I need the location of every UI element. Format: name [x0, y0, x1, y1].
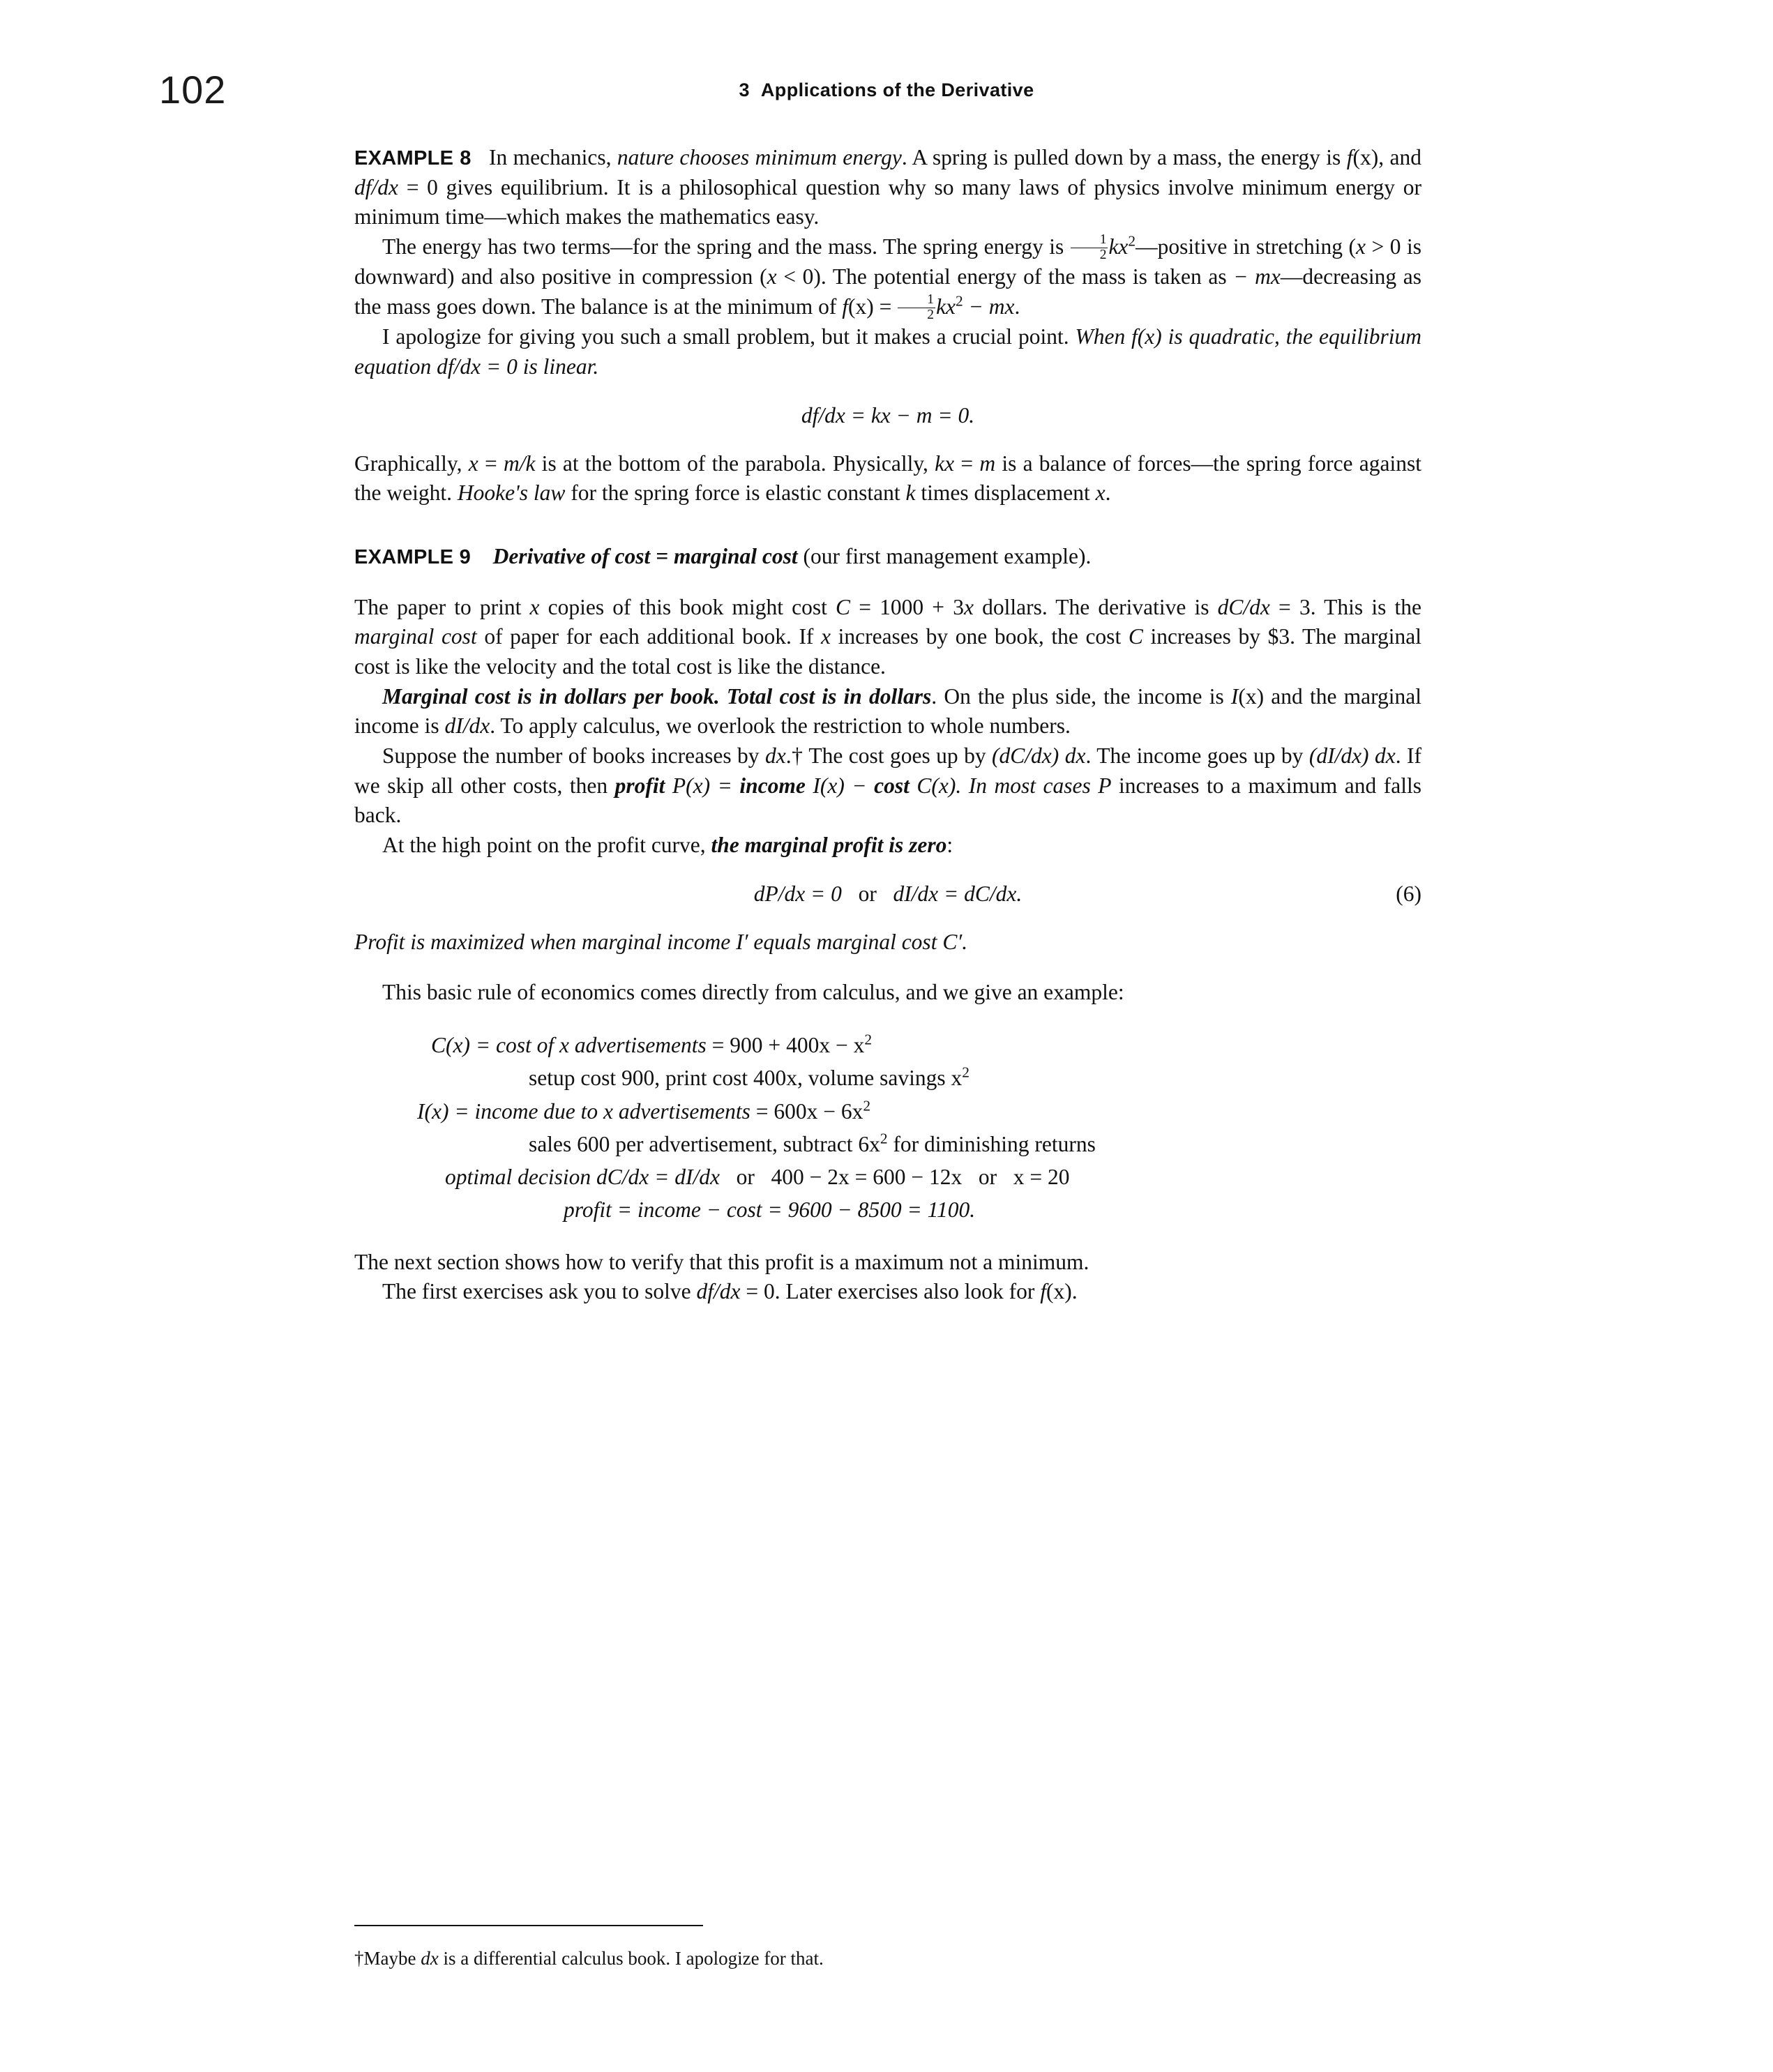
text: for diminishing returns	[887, 1131, 1096, 1156]
eco-line-sales	[529, 1128, 1421, 1160]
fraction-one-half: $\frac{1}{2}$	[1071, 233, 1108, 262]
math-dIdx-dx: (dI/dx) dx	[1308, 743, 1396, 769]
eco-line-income-function	[417, 1095, 1421, 1128]
eco-line-cost-function	[431, 1029, 1421, 1061]
text: = 900 + 400x − x	[706, 1033, 865, 1058]
text: Maybe	[363, 1948, 421, 1969]
text: (x).	[1046, 1279, 1078, 1304]
text: = 600x − 6x	[750, 1098, 863, 1124]
text: . A spring is pulled down by a mass, the energy is	[901, 145, 1347, 169]
text: = 0. Later exercises also look for	[740, 1279, 1041, 1304]
text: setup cost 900, print cost 400x, volume savings x	[529, 1066, 963, 1091]
footnote	[354, 1946, 1421, 1971]
text: .	[1014, 294, 1020, 319]
math-C: C	[1128, 624, 1143, 649]
text: < 0). The potential energy of the mass is taken as	[776, 264, 1234, 289]
equation-6-left: dP/dx = 0	[753, 881, 842, 906]
body-column	[354, 143, 1421, 1307]
math-x: x	[468, 451, 478, 476]
math-minus-mx: − mx	[1233, 264, 1281, 289]
text: (x), and	[1352, 145, 1421, 169]
fraction-one-half: $\frac{1}{2}$	[898, 293, 935, 322]
text: The first exercises ask you to solve	[382, 1279, 697, 1304]
example-9-paragraph-2	[354, 682, 1421, 741]
text: sales 600 per advertisement, subtract 6x	[529, 1131, 880, 1156]
text: copies of this book might cost	[539, 594, 836, 619]
term-hookes-law: Hooke's law	[457, 481, 566, 506]
example-9-paragraph-6: This basic rule of economics comes directly from calculus, and we give an example:	[382, 980, 1124, 1005]
term-income: income	[739, 773, 806, 798]
text: The energy has two terms—for the spring and the mass. The spring energy is	[382, 234, 1070, 259]
example-8-paragraph-4	[354, 449, 1421, 508]
text: Graphically,	[354, 451, 469, 476]
equation-marginal-equality: 400 − 2x = 600 − 12x	[771, 1165, 963, 1190]
math-Px: P(x) =	[665, 773, 740, 798]
math-dfdx: df/dx	[354, 174, 398, 199]
text: The paper to print	[354, 594, 530, 619]
math-Ix: I(x) =	[417, 1098, 475, 1124]
math-k: k	[905, 481, 916, 506]
math-x: x	[529, 594, 540, 619]
math-optimal-decision: optimal decision dC/dx = dI/dx	[445, 1165, 720, 1190]
text: is at the bottom of the parabola. Physically,	[535, 451, 935, 476]
text: At the high point on the profit curve,	[382, 833, 711, 858]
running-head	[159, 80, 1614, 101]
math-kx: kx	[936, 294, 956, 319]
term-profit: profit	[614, 773, 665, 798]
text: :	[946, 833, 953, 858]
footnote-separator	[354, 1925, 703, 1926]
math-x: x	[1095, 481, 1106, 506]
text-or: or	[978, 1165, 997, 1190]
text: is a balance of forces—the spring force against the weight.	[354, 451, 1421, 506]
math-kx: kx	[935, 451, 955, 476]
math-Cx: C(x) =	[431, 1033, 496, 1058]
text: dollars. The derivative is	[973, 594, 1218, 619]
math-x: x	[821, 624, 831, 649]
math-P: P	[1098, 773, 1112, 798]
example-9-paragraph-7: The next section shows how to verify that this profit is a maximum not a minimum.	[354, 1249, 1089, 1274]
text: —positive in stretching (	[1136, 234, 1357, 259]
example-8-paragraph-1	[354, 143, 1421, 232]
emphasis-dollars-per-book: Marginal cost is in dollars per book. Total cost is in dollars	[382, 683, 932, 709]
math-m: m	[979, 451, 996, 476]
math-I: I	[1230, 683, 1239, 709]
text: of paper for each additional book. If	[476, 624, 822, 649]
math-dIdx: dI/dx	[444, 713, 490, 739]
phrase-minimum-energy: nature chooses minimum energy	[617, 145, 902, 169]
term-cost: cost	[874, 773, 910, 798]
equation-6-or: or	[858, 881, 877, 906]
chapter-number: 3	[739, 80, 750, 100]
equation-6	[354, 882, 1421, 907]
example-9-title-rest: (our first management example).	[797, 544, 1092, 569]
text: =	[954, 451, 980, 476]
math-dx: dx	[421, 1948, 439, 1969]
example-9-paragraph-8	[354, 1277, 1421, 1307]
text: —decreasing as the mass goes down. The balance is at the minimum of	[354, 264, 1421, 319]
rule-profit-maximized: Profit is maximized when marginal income I′ equals marginal cost C′.	[354, 929, 968, 954]
example-9-paragraph-4	[354, 831, 1421, 861]
footnote-marker-ref: .†	[785, 743, 803, 769]
example-9-label: EXAMPLE 9	[354, 546, 471, 569]
math-dCdx: dC/dx	[1217, 594, 1270, 619]
math-minus-mx: − mx	[963, 294, 1015, 319]
text: = 0 gives equilibrium. It is a philosophical question why so many laws of physics involve minimum energy or minimum time—which makes the mathematics easy.	[354, 174, 1421, 229]
math-C: C	[836, 594, 851, 619]
eco-line-setup-cost	[529, 1061, 1421, 1094]
eco-line-profit	[564, 1193, 1421, 1226]
text: > 0 is downward) and also positive in compression (	[354, 234, 1421, 289]
text: In mechanics,	[488, 145, 617, 169]
emphasis-quadratic: When f(x) is quadratic, the equilibrium equation df/dx = 0 is linear.	[354, 324, 1421, 379]
math-Cx: C(x). In most cases	[909, 773, 1099, 798]
math-dfdx: df/dx	[696, 1279, 741, 1304]
example-9-heading	[354, 542, 1421, 572]
chapter-title: Applications of the Derivative	[760, 80, 1034, 100]
text: = 3. This is the	[1269, 594, 1421, 619]
text: increases to a maximum and falls back.	[354, 773, 1421, 828]
math-x: x	[767, 264, 777, 289]
solution-x: x = 20	[1013, 1165, 1070, 1190]
text: . To apply calculus, we overlook the restriction to whole numbers.	[490, 713, 1071, 739]
term-marginal-cost: marginal cost	[354, 624, 477, 649]
text: =	[478, 451, 504, 476]
economics-example-block	[354, 1029, 1421, 1227]
math-profit-result: profit = income − cost = 9600 − 8500 = 1100.	[564, 1197, 976, 1223]
math-x: x	[1356, 234, 1366, 259]
text: increases by one book, the cost	[831, 624, 1129, 649]
math-f: f	[1040, 1279, 1047, 1304]
text: (x) =	[848, 294, 898, 319]
exponent-2: 2	[863, 1097, 871, 1114]
page-header	[159, 67, 1614, 116]
text: = 1000 + 3	[850, 594, 964, 619]
exponent-2: 2	[864, 1031, 873, 1048]
example-8-label: EXAMPLE 8	[354, 147, 471, 169]
exponent-2: 2	[880, 1130, 888, 1147]
example-8-paragraph-3	[354, 322, 1421, 381]
text: Suppose the number of books increases by	[382, 743, 765, 769]
text: The cost goes up by	[803, 743, 993, 769]
display-equation-dfdx: df/dx = kx − m = 0.	[801, 402, 975, 428]
eco-line-optimal-decision	[445, 1160, 1421, 1193]
text: . If we skip all other costs, then	[354, 743, 1422, 798]
math-f: f	[1346, 145, 1353, 169]
text: . The income goes up by	[1085, 743, 1309, 769]
text: I apologize for giving you such a small problem, but it makes a crucial point.	[382, 324, 1076, 349]
text: . On the plus side, the income is	[931, 683, 1231, 709]
math-kx: kx	[1108, 234, 1129, 259]
page-number: 102	[159, 68, 227, 112]
math-x: x	[963, 594, 974, 619]
exponent-2: 2	[956, 292, 963, 310]
example-9-profit-rule	[354, 928, 1421, 958]
text-or: or	[736, 1165, 755, 1190]
emphasis-marginal-profit-zero: the marginal profit is zero	[711, 833, 947, 858]
math-f: f	[842, 294, 849, 319]
text: (x) and the marginal income is	[354, 683, 1421, 739]
equation-6-wrapper	[354, 882, 1421, 907]
math-Ix: I(x) −	[805, 773, 875, 798]
equation-6-right: dI/dx = dC/dx.	[893, 881, 1023, 906]
text: for the spring force is elastic constant	[565, 481, 906, 506]
exponent-2: 2	[1128, 232, 1136, 250]
phrase-cost-of-x-ads: cost of x advertisements	[495, 1033, 707, 1058]
footnote-marker: †	[354, 1948, 364, 1969]
math-dCdx-dx: (dC/dx) dx	[992, 743, 1086, 769]
exponent-2: 2	[962, 1064, 970, 1081]
math-m-over-k: m/k	[503, 451, 536, 476]
example-9-title: Derivative of cost = marginal cost	[492, 544, 798, 569]
example-9-paragraph-1	[354, 593, 1421, 682]
example-9-paragraph-3	[354, 741, 1421, 831]
text: is a differential calculus book. I apologize for that.	[438, 1948, 824, 1969]
text: .	[1105, 481, 1111, 506]
text: times displacement	[915, 481, 1096, 506]
math-dx: dx	[765, 743, 786, 769]
equation-6-number: (6)	[1396, 881, 1421, 906]
example-8-paragraph-2	[354, 232, 1421, 322]
text: increases by $3. The marginal cost is like the velocity and the total cost is like the distance.	[354, 624, 1421, 679]
phrase-income-due-to-ads: income due to x advertisements	[474, 1098, 750, 1124]
